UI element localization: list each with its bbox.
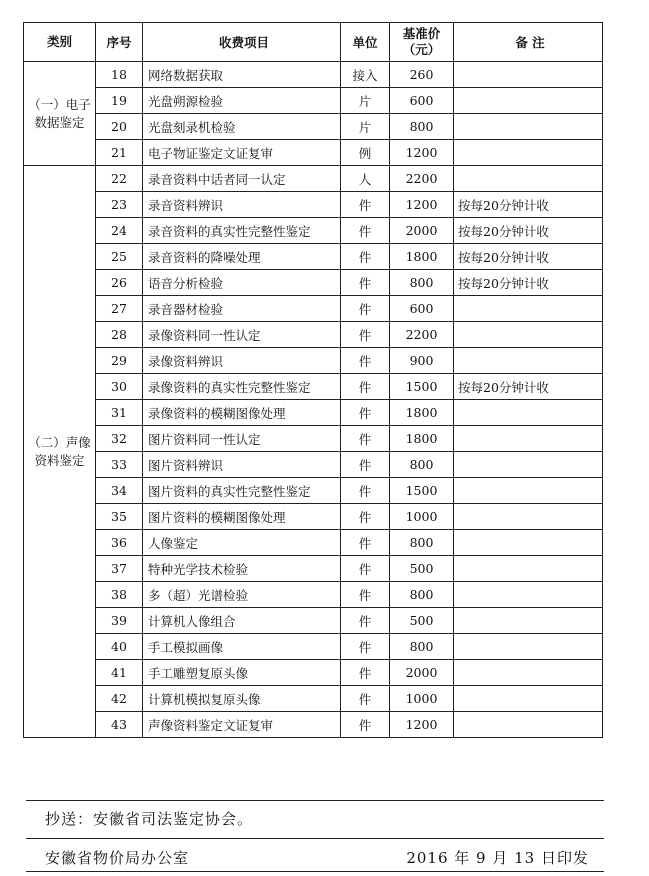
row-unit: 件	[341, 452, 390, 478]
header-item: 收费项目	[143, 23, 341, 62]
row-unit: 件	[341, 322, 390, 348]
row-no: 26	[96, 270, 143, 296]
header-price-line2: （元）	[402, 42, 441, 57]
table-row	[24, 88, 603, 114]
table-row	[24, 530, 603, 556]
row-unit: 接入	[341, 62, 390, 88]
row-item: 光盘刻录机检验	[143, 114, 341, 140]
row-no: 30	[96, 374, 143, 400]
row-item: 录像资料同一性认定	[143, 322, 341, 348]
row-item: 特种光学技术检验	[143, 556, 341, 582]
row-item: 录像资料的模糊图像处理	[143, 400, 341, 426]
row-note	[454, 556, 603, 582]
row-note	[454, 504, 603, 530]
row-note: 按每20分钟计收	[454, 192, 603, 218]
row-note	[454, 686, 603, 712]
row-no: 27	[96, 296, 143, 322]
row-no: 36	[96, 530, 143, 556]
row-note	[454, 478, 603, 504]
header-unit: 单位	[341, 23, 390, 62]
row-item: 手工模拟画像	[143, 634, 341, 660]
table-row	[24, 270, 603, 296]
row-price: 800	[390, 114, 454, 140]
category-cell: （一）电子数据鉴定	[24, 62, 96, 166]
table-row	[24, 712, 603, 738]
row-price: 1800	[390, 426, 454, 452]
row-unit: 件	[341, 192, 390, 218]
row-unit: 件	[341, 270, 390, 296]
row-no: 34	[96, 478, 143, 504]
row-price: 800	[390, 530, 454, 556]
table-row	[24, 478, 603, 504]
row-note	[454, 166, 603, 192]
table-row	[24, 374, 603, 400]
row-unit: 件	[341, 686, 390, 712]
row-no: 18	[96, 62, 143, 88]
row-unit: 件	[341, 712, 390, 738]
cc-line: 抄送：安徽省司法鉴定协会。	[45, 810, 254, 828]
row-unit: 件	[341, 244, 390, 270]
row-no: 35	[96, 504, 143, 530]
header-price	[390, 23, 454, 62]
table-row	[24, 322, 603, 348]
row-no: 31	[96, 400, 143, 426]
table-row	[24, 582, 603, 608]
table-row	[24, 452, 603, 478]
row-item: 录音器材检验	[143, 296, 341, 322]
row-item: 人像鉴定	[143, 530, 341, 556]
row-unit: 件	[341, 634, 390, 660]
row-unit: 件	[341, 608, 390, 634]
table-row	[24, 608, 603, 634]
row-price: 800	[390, 582, 454, 608]
row-unit: 件	[341, 556, 390, 582]
footer-rule-top	[26, 800, 604, 801]
row-price: 1800	[390, 400, 454, 426]
table-row	[24, 504, 603, 530]
row-price: 2200	[390, 322, 454, 348]
footer-rule-bottom	[26, 871, 604, 872]
row-item: 录音资料的真实性完整性鉴定	[143, 218, 341, 244]
row-item: 录像资料辨识	[143, 348, 341, 374]
header-category: 类别	[24, 23, 96, 62]
row-item: 声像资料鉴定文证复审	[143, 712, 341, 738]
row-price: 1000	[390, 686, 454, 712]
table-row	[24, 192, 603, 218]
row-item: 录音资料中话者同一认定	[143, 166, 341, 192]
row-note	[454, 452, 603, 478]
row-unit: 件	[341, 530, 390, 556]
row-unit: 片	[341, 114, 390, 140]
row-item: 手工雕塑复原头像	[143, 660, 341, 686]
row-note: 按每20分钟计收	[454, 244, 603, 270]
row-price: 800	[390, 270, 454, 296]
row-no: 22	[96, 166, 143, 192]
row-no: 23	[96, 192, 143, 218]
row-unit: 例	[341, 140, 390, 166]
row-item: 图片资料的真实性完整性鉴定	[143, 478, 341, 504]
issue-date: 2016 年 9 月 13 日印发	[406, 849, 589, 867]
row-no: 21	[96, 140, 143, 166]
row-note	[454, 296, 603, 322]
row-note	[454, 400, 603, 426]
row-unit: 件	[341, 400, 390, 426]
row-item: 计算机模拟复原头像	[143, 686, 341, 712]
row-unit: 件	[341, 660, 390, 686]
row-price: 500	[390, 608, 454, 634]
table-row	[24, 348, 603, 374]
table-row	[24, 62, 603, 88]
row-price: 1200	[390, 712, 454, 738]
row-unit: 件	[341, 296, 390, 322]
row-price: 800	[390, 634, 454, 660]
row-note: 按每20分钟计收	[454, 374, 603, 400]
row-no: 42	[96, 686, 143, 712]
row-no: 33	[96, 452, 143, 478]
row-no: 40	[96, 634, 143, 660]
row-note	[454, 140, 603, 166]
table-row	[24, 166, 603, 192]
row-no: 32	[96, 426, 143, 452]
row-unit: 件	[341, 504, 390, 530]
row-price: 2000	[390, 660, 454, 686]
row-price: 600	[390, 88, 454, 114]
row-item: 电子物证鉴定文证复审	[143, 140, 341, 166]
row-note	[454, 348, 603, 374]
row-note	[454, 88, 603, 114]
row-price: 1500	[390, 374, 454, 400]
row-price: 600	[390, 296, 454, 322]
row-note	[454, 660, 603, 686]
row-item: 网络数据获取	[143, 62, 341, 88]
row-note	[454, 426, 603, 452]
fee-table	[23, 22, 603, 738]
table-row	[24, 218, 603, 244]
row-note	[454, 62, 603, 88]
row-item: 语音分析检验	[143, 270, 341, 296]
table-row	[24, 426, 603, 452]
row-no: 20	[96, 114, 143, 140]
row-price: 2000	[390, 218, 454, 244]
row-no: 41	[96, 660, 143, 686]
row-note: 按每20分钟计收	[454, 270, 603, 296]
row-no: 39	[96, 608, 143, 634]
table-row	[24, 400, 603, 426]
row-unit: 件	[341, 582, 390, 608]
row-unit: 件	[341, 426, 390, 452]
table-row	[24, 140, 603, 166]
row-unit: 件	[341, 218, 390, 244]
row-price: 1000	[390, 504, 454, 530]
row-note	[454, 322, 603, 348]
table-row	[24, 556, 603, 582]
category-cell: （二）声像资料鉴定	[24, 166, 96, 738]
row-note	[454, 114, 603, 140]
table-row	[24, 296, 603, 322]
table-body	[24, 62, 603, 738]
row-note	[454, 582, 603, 608]
row-item: 录音资料辨识	[143, 192, 341, 218]
row-note	[454, 608, 603, 634]
row-item: 多（超）光谱检验	[143, 582, 341, 608]
row-price: 1500	[390, 478, 454, 504]
header-no: 序号	[96, 23, 143, 62]
table-row	[24, 244, 603, 270]
row-note: 按每20分钟计收	[454, 218, 603, 244]
row-item: 图片资料辨识	[143, 452, 341, 478]
row-unit: 件	[341, 348, 390, 374]
row-item: 计算机人像组合	[143, 608, 341, 634]
row-price: 260	[390, 62, 454, 88]
table-row	[24, 686, 603, 712]
row-unit: 件	[341, 478, 390, 504]
row-price: 1200	[390, 140, 454, 166]
row-item: 录像资料的真实性完整性鉴定	[143, 374, 341, 400]
row-item: 图片资料同一性认定	[143, 426, 341, 452]
row-price: 900	[390, 348, 454, 374]
table-row	[24, 634, 603, 660]
row-no: 37	[96, 556, 143, 582]
table-header-row	[24, 23, 603, 62]
row-unit: 人	[341, 166, 390, 192]
row-price: 2200	[390, 166, 454, 192]
row-no: 25	[96, 244, 143, 270]
issuer: 安徽省物价局办公室	[45, 849, 190, 867]
row-price: 1800	[390, 244, 454, 270]
row-no: 19	[96, 88, 143, 114]
table-row	[24, 114, 603, 140]
row-note	[454, 634, 603, 660]
row-no: 29	[96, 348, 143, 374]
row-price: 500	[390, 556, 454, 582]
row-unit: 片	[341, 88, 390, 114]
header-price-line1: 基准价	[402, 26, 441, 41]
row-item: 光盘朔源检验	[143, 88, 341, 114]
header-note: 备 注	[454, 23, 603, 62]
row-no: 24	[96, 218, 143, 244]
table-row	[24, 660, 603, 686]
row-note	[454, 530, 603, 556]
row-price: 1200	[390, 192, 454, 218]
row-no: 38	[96, 582, 143, 608]
row-price: 800	[390, 452, 454, 478]
footer-rule-middle	[26, 838, 604, 839]
row-item: 图片资料的模糊图像处理	[143, 504, 341, 530]
row-note	[454, 712, 603, 738]
row-item: 录音资料的降噪处理	[143, 244, 341, 270]
row-unit: 件	[341, 374, 390, 400]
row-no: 43	[96, 712, 143, 738]
row-no: 28	[96, 322, 143, 348]
